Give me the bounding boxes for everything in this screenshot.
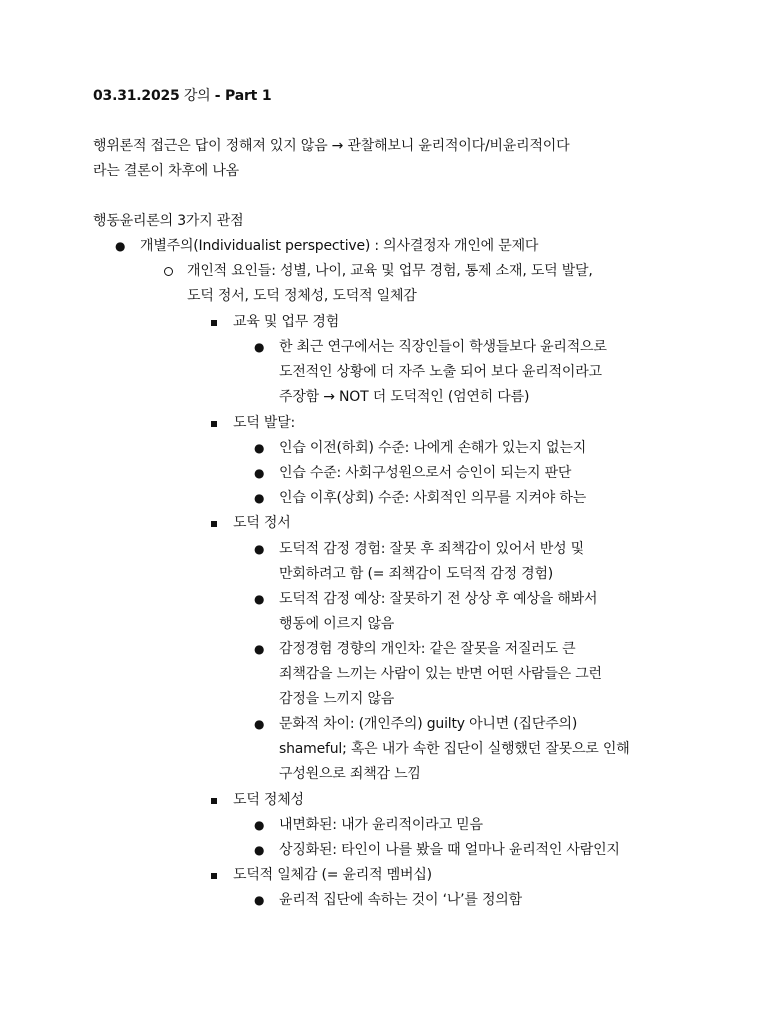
topic-heading-unity: 도덕적 일체감 (= 윤리적 멤버십) xyxy=(233,867,432,883)
list-item: 도전적인 상황에 더 자주 노출 되어 보다 윤리적이라고 xyxy=(279,364,602,380)
list-item: 인습 수준: 사회구성원으로서 승인이 되는지 판단 xyxy=(279,465,572,481)
list-item-personal-factors-2: 도덕 정서, 도덕 정체성, 도덕적 일체감 xyxy=(187,288,417,304)
bullet-square-icon xyxy=(211,521,217,527)
section-heading: 행동윤리론의 3가지 관점 xyxy=(93,213,244,229)
list-item: 내면화된: 내가 윤리적이라고 믿음 xyxy=(279,817,483,833)
topic-heading-development: 도덕 발달: xyxy=(233,415,296,431)
list-item: 감정경험 경향의 개인차: 같은 잘못을 저질러도 큰 xyxy=(279,641,576,657)
bullet-square-icon xyxy=(211,873,217,879)
title-date: 03.31.2025 xyxy=(93,88,180,104)
list-item: 도덕적 감정 예상: 잘못하기 전 상상 후 예상을 해봐서 xyxy=(279,591,598,607)
list-item: 인습 이후(상회) 수준: 사회적인 의무를 지켜야 하는 xyxy=(279,490,587,506)
list-item: shameful; 혹은 내가 속한 집단이 실행했던 잘못으로 인해 xyxy=(279,741,630,757)
list-item: 구성원으로 죄책감 느낌 xyxy=(279,766,421,782)
bullet-circle-icon xyxy=(164,267,173,276)
bullet-disc-icon: ● xyxy=(254,843,265,857)
list-item: 주장함 → NOT 더 도덕적인 (엄연히 다름) xyxy=(279,389,530,405)
list-item: 도덕적 감정 경험: 잘못 후 죄책감이 있어서 반성 및 xyxy=(279,541,584,557)
topic-heading-emotion: 도덕 정서 xyxy=(233,515,291,531)
intro-line-2: 라는 결론이 차후에 나옴 xyxy=(93,163,239,179)
list-item-personal-factors-1: 개인적 요인들: 성별, 나이, 교육 및 업무 경험, 통제 소재, 도덕 발달, xyxy=(187,263,593,279)
intro-line-1: 행위론적 접근은 답이 정해져 있지 않음 → 관찰해보니 윤리적이다/비윤리적이다 xyxy=(93,138,570,154)
list-item: 상징화된: 타인이 나를 봤을 때 얼마나 윤리적인 사람인지 xyxy=(279,842,620,858)
bullet-disc-icon: ● xyxy=(254,818,265,832)
list-item: 한 최근 연구에서는 직장인들이 학생들보다 윤리적으로 xyxy=(279,339,607,355)
list-item: 인습 이전(하회) 수준: 나에게 손해가 있는지 없는지 xyxy=(279,440,587,456)
bullet-disc-icon: ● xyxy=(254,340,265,354)
bullet-disc-icon: ● xyxy=(254,542,265,556)
list-item: 행동에 이르지 않음 xyxy=(279,616,395,632)
list-item-individualist: 개별주의(Individualist perspective) : 의사결정자 개인에 문제다 xyxy=(140,238,539,254)
bullet-disc-icon: ● xyxy=(254,466,265,480)
list-item: 감정을 느끼지 않음 xyxy=(279,691,395,707)
bullet-disc-icon: ● xyxy=(115,239,126,253)
title-part: - Part 1 xyxy=(214,88,272,104)
bullet-disc-icon: ● xyxy=(254,717,265,731)
bullet-square-icon xyxy=(211,421,217,427)
bullet-square-icon xyxy=(211,320,217,326)
bullet-square-icon xyxy=(211,798,217,804)
list-item: 윤리적 집단에 속하는 것이 ‘나’를 정의함 xyxy=(279,892,522,908)
list-item: 만회하려고 함 (= 죄책감이 도덕적 감정 경험) xyxy=(279,566,554,582)
bullet-disc-icon: ● xyxy=(254,893,265,907)
list-item: 죄책감을 느끼는 사람이 있는 반면 어떤 사람들은 그런 xyxy=(279,666,602,682)
document-title xyxy=(93,86,271,106)
bullet-disc-icon: ● xyxy=(254,491,265,505)
bullet-disc-icon: ● xyxy=(254,592,265,606)
bullet-disc-icon: ● xyxy=(254,441,265,455)
topic-heading-education: 교육 및 업무 경험 xyxy=(233,314,340,330)
title-word: 강의 xyxy=(183,88,211,104)
topic-heading-identity: 도덕 정체성 xyxy=(233,792,304,808)
list-item: 문화적 차이: (개인주의) guilty 아니면 (집단주의) xyxy=(279,716,578,732)
bullet-disc-icon: ● xyxy=(254,642,265,656)
